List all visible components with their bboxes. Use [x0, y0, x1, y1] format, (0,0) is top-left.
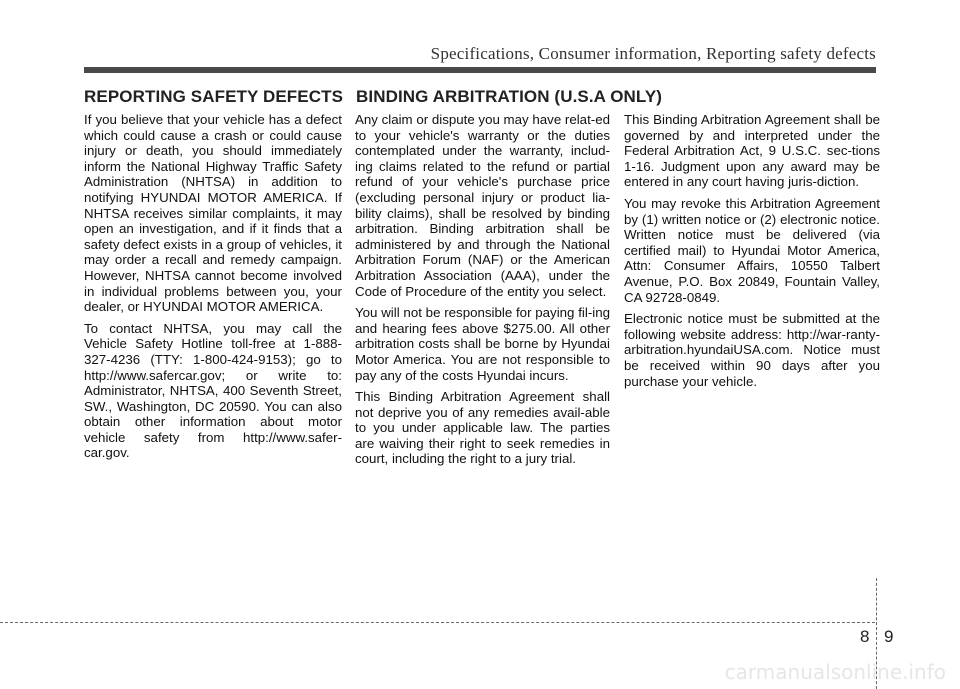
text-column-2 — [355, 112, 610, 473]
paragraph: To contact NHTSA, you may call the Vehicle Safety Hotline toll-free at 1-888-327-4236 (TTY: 1-800-424-9153); go to http://www.safercar.gov; or write to: Administrator, NHTSA, 400 Seventh Street, SW., Washington, DC 20590. You can also obtain other information about motor vehicle safety from http://www.safer-car.gov. — [84, 320, 342, 461]
paragraph: You may revoke this Arbitration Agreement by (1) written notice or (2) electronic notice. Written notice must be delivered (via certified mail) to Hyundai Motor America, Attn: Consumer Affairs, 10550 Talbert Avenue, P.O. Box 20849, Fountain Valley, CA 92728-0849. — [624, 195, 880, 305]
section-heading-reporting-safety-defects: REPORTING SAFETY DEFECTS — [84, 87, 344, 106]
text-column-3 — [624, 112, 880, 395]
paragraph: This Binding Arbitration Agreement shall be governed by and interpreted under the Federal Arbitration Act, 9 U.S.C. sec-tions 1-16. Judgment upon any award may be entered in any court having juris-diction. — [624, 112, 880, 190]
paragraph: Electronic notice must be submitted at the following website address: http://war-ranty-arbitration.hyundaiUSA.com. Notice must be received within 90 days after you purchase your vehicle. — [624, 311, 880, 389]
footer-dashed-rule — [0, 622, 875, 623]
paragraph: This Binding Arbitration Agreement shall not deprive you of any remedies avail-able to you under applicable law. The parties are waiving their right to seek remedies in court, including the right to a jury trial. — [355, 389, 610, 467]
paragraph: Any claim or dispute you may have relat-ed to your vehicle's warranty or the duties contemplated under the warranty, includ-ing claims related to the refund or partial refund of your vehicle's purchase price (excluding personal injury or product lia-bility claims), shall be resolved by binding arbitration. Binding arbitration shall be administered by and through the National Arbitration Forum (NAF) or the American Arbitration Association (AAA), under the Code of Procedure of the entity you select. — [355, 112, 610, 299]
section-heading-binding-arbitration: BINDING ARBITRATION (U.S.A ONLY) — [356, 87, 663, 106]
watermark: carmanualsonline.info — [724, 660, 946, 684]
header-title: Specifications, Consumer information, Reporting safety defects — [430, 44, 876, 63]
header-bar — [84, 67, 876, 73]
section-number: 8 — [860, 627, 870, 646]
paragraph: You will not be responsible for paying fil-ing and hearing fees above $275.00. All other arbitration costs shall be borne by Hyundai Motor America. You are not responsible to pay any of the costs Hyundai incurs. — [355, 305, 610, 383]
text-column-1 — [84, 112, 342, 467]
paragraph: If you believe that your vehicle has a defect which could cause a crash or could cause injury or death, you should immediately inform the National Highway Traffic Safety Administration (NHTSA) in addition to notifying HYUNDAI MOTOR AMERICA. If NHTSA receives similar complaints, it may open an investigation, and if it finds that a safety defect exists in a group of vehicles, it may order a recall and remedy campaign. However, NHTSA cannot become involved in individual problems between you, your dealer, or HYUNDAI MOTOR AMERICA. — [84, 112, 342, 315]
page-number: 9 — [884, 627, 894, 646]
